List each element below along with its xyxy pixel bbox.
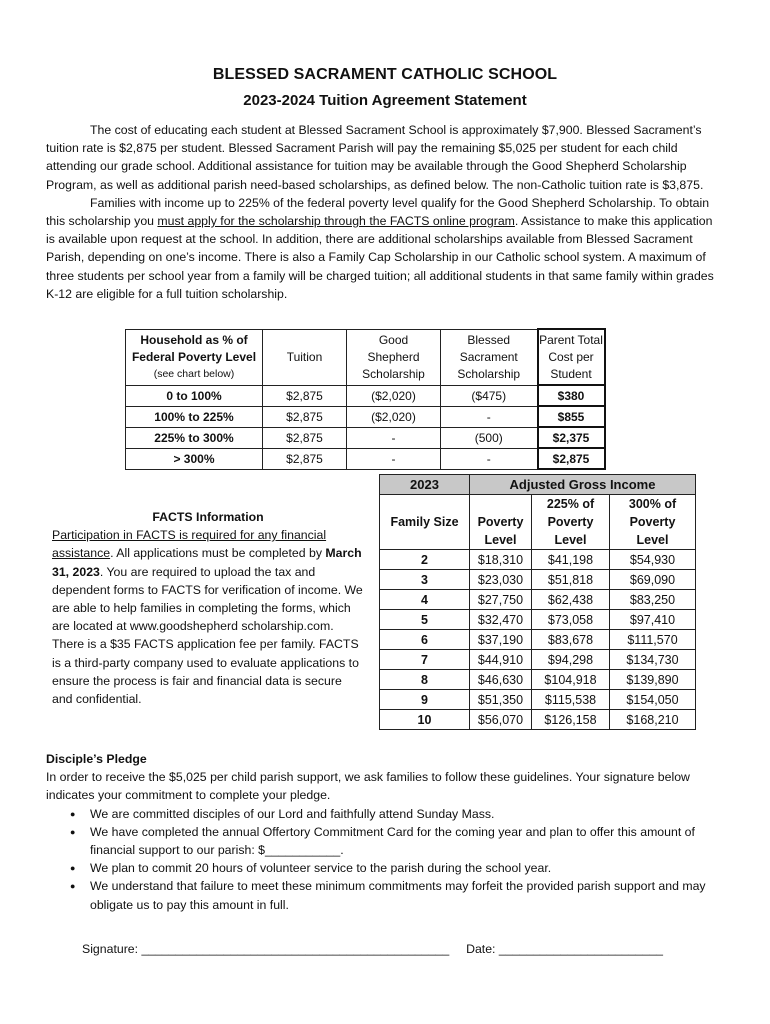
table-cell: $104,918 <box>532 670 610 690</box>
table-row <box>380 550 696 570</box>
table-cell: 6 <box>380 630 470 650</box>
table-cell: $83,678 <box>532 630 610 650</box>
table-cell: 0 to 100% <box>126 385 263 406</box>
income-sub-header <box>380 495 696 550</box>
year-header: 2023 <box>380 475 470 495</box>
table-cell: $83,250 <box>610 590 696 610</box>
good-shepherd-header: Good Shepherd Scholarship <box>347 329 441 385</box>
signature-line <box>82 942 722 956</box>
table-row <box>380 590 696 610</box>
facts-heading: FACTS Information <box>152 510 264 524</box>
table-cell: $115,538 <box>532 690 610 710</box>
table-cell: $51,818 <box>532 570 610 590</box>
table-cell: $69,090 <box>610 570 696 590</box>
agi-header: Adjusted Gross Income <box>470 475 696 495</box>
table-cell: $2,875 <box>538 448 605 469</box>
facts-deadline: March 31, 2023 <box>52 546 362 579</box>
table-cell: $126,158 <box>532 710 610 730</box>
table-cell: $111,570 <box>610 630 696 650</box>
parent-cost-header: Parent Total Cost per Student <box>538 329 605 385</box>
table-cell: - <box>441 448 538 469</box>
table-cell: $2,875 <box>263 406 347 427</box>
table-cell: ($475) <box>441 385 538 406</box>
list-item: ● We have completed the annual Offertory Commitment Card for the coming year and plan to offer this amount of financial support to our parish: $___________. <box>90 823 726 859</box>
list-item: ● We plan to commit 20 hours of volunteer service to the parish during the school year. <box>90 859 726 877</box>
table-cell: $46,630 <box>470 670 532 690</box>
table-cell: $855 <box>538 406 605 427</box>
table-row <box>126 385 605 406</box>
table-cell: 225% to 300% <box>126 427 263 448</box>
blessed-sacrament-header: Blessed Sacrament Scholarship <box>441 329 538 385</box>
facts-section <box>52 508 364 708</box>
table-cell: $97,410 <box>610 610 696 630</box>
list-item: ● We are committed disciples of our Lord and faithfully attend Sunday Mass. <box>90 805 726 823</box>
table-cell: $41,198 <box>532 550 610 570</box>
table-cell: $2,375 <box>538 427 605 448</box>
table-cell: $44,910 <box>470 650 532 670</box>
tuition-table <box>125 328 606 470</box>
table-cell: 8 <box>380 670 470 690</box>
pledge-list <box>46 805 726 914</box>
facts-paragraph <box>52 526 364 708</box>
table-cell: $73,058 <box>532 610 610 630</box>
table-cell: > 300% <box>126 448 263 469</box>
table-cell: $139,890 <box>610 670 696 690</box>
table-cell: $56,070 <box>470 710 532 730</box>
table-cell: $27,750 <box>470 590 532 610</box>
table-cell: 2 <box>380 550 470 570</box>
table-cell: $37,190 <box>470 630 532 650</box>
table-cell: $2,875 <box>263 448 347 469</box>
list-item: ● We understand that failure to meet these minimum commitments may forfeit the provided parish support and may obligate us to pay this amount in full. <box>90 877 726 913</box>
table-cell: ($2,020) <box>347 406 441 427</box>
table-cell: 4 <box>380 590 470 610</box>
facts-required-underlined: Participation in FACTS is required for any financial assistance <box>52 528 327 561</box>
poverty-300-header: 300% of Poverty Level <box>610 495 696 550</box>
facts-text: . You are required to upload the tax and dependent forms to FACTS for verification of income. We are able to help families in completing the forms, which are located at www.goodshepherd scholarship.com. There is a $35 FACTS application fee per family. FACTS is a third-party company used to evaluate applications to ensure the process is fair and financial data is secure and confidential. <box>52 564 363 707</box>
table-cell: ($2,020) <box>347 385 441 406</box>
date-field[interactable]: Date: ________________________ <box>466 942 664 956</box>
table-cell: - <box>441 406 538 427</box>
table-cell: $18,310 <box>470 550 532 570</box>
table-cell: $134,730 <box>610 650 696 670</box>
household-header: Household as % of Federal Poverty Level (see chart below) <box>126 329 263 385</box>
table-row <box>126 448 605 469</box>
table-row <box>380 690 696 710</box>
facts-text: . All applications must be completed by <box>110 546 326 561</box>
signature-field[interactable]: Signature: _____________________________________________ <box>82 942 450 956</box>
page-subtitle: 2023-2024 Tuition Agreement Statement <box>243 92 527 109</box>
table-cell: - <box>347 448 441 469</box>
table-row <box>126 406 605 427</box>
table-row <box>380 610 696 630</box>
table-cell: $54,930 <box>610 550 696 570</box>
table-cell: $2,875 <box>263 427 347 448</box>
table-cell: $2,875 <box>263 385 347 406</box>
income-table <box>379 474 696 730</box>
table-row <box>380 630 696 650</box>
table-cell: $51,350 <box>470 690 532 710</box>
family-size-header: Family Size <box>380 495 470 550</box>
table-cell: 3 <box>380 570 470 590</box>
table-cell: $168,210 <box>610 710 696 730</box>
tuition-header-row <box>126 329 605 385</box>
pledge-intro: In order to receive the $5,025 per child parish support, we ask families to follow these guidelines. Your signature below indicates your commitment to complete your pledge. <box>46 770 690 803</box>
table-row <box>126 427 605 448</box>
poverty-225-header: 225% of Poverty Level <box>532 495 610 550</box>
table-cell: 7 <box>380 650 470 670</box>
income-top-header <box>380 475 696 495</box>
intro-p2-after: . Assistance to make this application is available upon request at the school. In addition, there are additional scholarships available from Blessed Sacrament Parish, depending on one’s income. There is also a Family Cap Scholarship in our Catholic school system. A maximum of three students per school year from a family will be charged tuition; all additional students in that same family within grades K-12 are eligible for a full tuition scholarship. <box>46 214 714 301</box>
table-row <box>380 650 696 670</box>
table-row <box>380 570 696 590</box>
table-cell: $380 <box>538 385 605 406</box>
tuition-header: Tuition <box>263 329 347 385</box>
table-cell: - <box>347 427 441 448</box>
table-cell: $94,298 <box>532 650 610 670</box>
table-cell: $154,050 <box>610 690 696 710</box>
table-cell: 100% to 225% <box>126 406 263 427</box>
poverty-level-header: Poverty Level <box>470 495 532 550</box>
table-cell: $23,030 <box>470 570 532 590</box>
table-cell: 9 <box>380 690 470 710</box>
pledge-heading: Disciple’s Pledge <box>46 752 147 766</box>
table-cell: 10 <box>380 710 470 730</box>
intro-paragraph-2 <box>46 194 724 303</box>
intro-section <box>46 121 724 303</box>
intro-paragraph-1: The cost of educating each student at Blessed Sacrament School is approximately $7,900. Blessed Sacrament’s tuition rate is $2,875 per student. Blessed Sacrament Parish will pay the remaining $5,025 per student for each child attending our grade school. Additional assistance for tuition may be available through the Good Shepherd Scholarship Program, as well as additional parish need-based scholarships, as defined below. The non-Catholic tuition rate is $3,875. <box>46 123 704 192</box>
table-row <box>380 710 696 730</box>
pledge-section <box>46 750 726 914</box>
intro-p2-before: Families with income up to 225% of the federal poverty level qualify for the Good Shepherd Scholarship. To obtain this scholarship you <box>46 195 710 229</box>
page-title: BLESSED SACRAMENT CATHOLIC SCHOOL <box>212 66 558 83</box>
facts-requirement-underlined: must apply for the scholarship through the FACTS online program <box>157 214 515 229</box>
table-cell: $32,470 <box>470 610 532 630</box>
table-row <box>380 670 696 690</box>
table-cell: $62,438 <box>532 590 610 610</box>
table-cell: 5 <box>380 610 470 630</box>
table-cell: (500) <box>441 427 538 448</box>
